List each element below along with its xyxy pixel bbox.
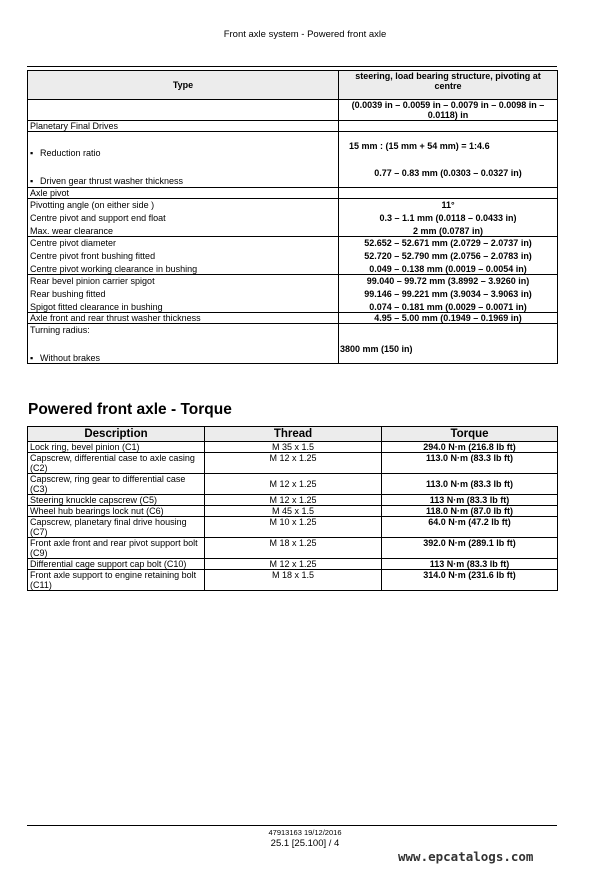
table-row — [28, 517, 558, 538]
row-thread: M 18 x 1.5 — [205, 570, 382, 591]
spec-value — [339, 132, 558, 188]
spec-group-title — [28, 188, 558, 199]
spec-row — [28, 324, 558, 364]
col-torque: Torque — [382, 427, 558, 442]
list-item: ▪ Reduction ratio — [30, 148, 101, 158]
row-torque: 64.0 N·m (47.2 lb ft) — [382, 517, 558, 538]
table-row — [28, 538, 558, 559]
spec-label: Centre pivot diameter Centre pivot front bushing fitted Centre pivot working clearance in bushing — [28, 237, 339, 275]
row-thread: M 12 x 1.25 — [205, 474, 382, 495]
spec-table — [27, 70, 558, 364]
reduction-value: 15 mm : (15 mm + 54 mm) = 1:4.6 — [349, 141, 490, 151]
row-torque: 113.0 N·m (83.3 lb ft) — [382, 474, 558, 495]
row-torque: 294.0 N·m (216.8 lb ft) — [382, 442, 558, 453]
row-torque: 392.0 N·m (289.1 lb ft) — [382, 538, 558, 559]
header-rule — [27, 66, 557, 67]
list-item: ▪ Driven gear thrust washer thickness — [30, 176, 184, 186]
table-row — [28, 570, 558, 591]
table-row — [28, 506, 558, 517]
table-row — [28, 559, 558, 570]
spec-label: Rear bevel pinion carrier spigot Rear bushing fitted Spigot fitted clearance in bushing — [28, 275, 339, 313]
row-description: Capscrew, differential case to axle casing (C2) — [28, 453, 205, 474]
brakes-value: 3800 mm (150 in) — [340, 344, 413, 354]
spec-value — [339, 188, 558, 199]
torque-table — [27, 426, 558, 591]
document-code: 47913163 19/12/2016 — [268, 828, 342, 837]
col-thread: Thread — [205, 427, 382, 442]
spec-label — [28, 100, 339, 121]
row-torque: 113.0 N·m (83.3 lb ft) — [382, 453, 558, 474]
spec-value: 52.652 – 52.671 mm (2.0729 – 2.0737 in) 52.720 – 52.790 mm (2.0756 – 2.0783 in) 0.049 – 0.138 mm (0.0019 – 0.0054 in) — [339, 237, 558, 275]
table-row — [28, 442, 558, 453]
spec-row — [28, 132, 558, 188]
row-thread: M 12 x 1.25 — [205, 495, 382, 506]
row-thread: M 35 x 1.5 — [205, 442, 382, 453]
row-description: Differential cage support cap bolt (C10) — [28, 559, 205, 570]
row-description: Steering knuckle capscrew (C5) — [28, 495, 205, 506]
spec-row — [28, 199, 558, 237]
spec-row — [28, 237, 558, 275]
spec-label: Planetary Final Drives — [28, 121, 339, 132]
row-torque: 113 N·m (83.3 lb ft) — [382, 495, 558, 506]
table-row — [28, 474, 558, 495]
spec-col-type: Type — [28, 71, 339, 100]
spec-value — [339, 324, 558, 364]
spec-col-value: steering, load bearing structure, pivoting at centre — [339, 71, 558, 100]
spec-label: Axle front and rear thrust washer thickness — [28, 313, 339, 324]
spec-label — [28, 132, 339, 188]
row-description: Wheel hub bearings lock nut (C6) — [28, 506, 205, 517]
spec-row — [28, 313, 558, 324]
row-thread: M 18 x 1.25 — [205, 538, 382, 559]
spec-label: Pivotting angle (on either side ) Centre pivot and support end float Max. wear clearance — [28, 199, 339, 237]
footer-rule — [27, 825, 557, 826]
row-torque: 314.0 N·m (231.6 lb ft) — [382, 570, 558, 591]
spec-header-row — [28, 71, 558, 100]
row-torque: 118.0 N·m (87.0 lb ft) — [382, 506, 558, 517]
row-description: Lock ring, bevel pinion (C1) — [28, 442, 205, 453]
page-header: Front axle system - Powered front axle — [223, 29, 387, 40]
spec-row — [28, 275, 558, 313]
row-description: Capscrew, ring gear to differential case (C3) — [28, 474, 205, 495]
spec-label: Axle pivot — [28, 188, 339, 199]
row-torque: 113 N·m (83.3 lb ft) — [382, 559, 558, 570]
row-thread: M 12 x 1.25 — [205, 453, 382, 474]
spec-value: 99.040 – 99.72 mm (3.8992 – 3.9260 in) 99.146 – 99.221 mm (3.9034 – 3.9063 in) 0.074 – 0.181 mm (0.0029 – 0.0071 in) — [339, 275, 558, 313]
table-row — [28, 495, 558, 506]
spec-value: 11° 0.3 – 1.1 mm (0.0118 – 0.0433 in) 2 mm (0.0787 in) — [339, 199, 558, 237]
col-description: Description — [28, 427, 205, 442]
row-description: Capscrew, planetary final drive housing (C7) — [28, 517, 205, 538]
spec-value: 4.95 – 5.00 mm (0.1949 – 0.1969 in) — [339, 313, 558, 324]
section-title: Powered front axle - Torque — [28, 401, 232, 418]
spec-value: (0.0039 in – 0.0059 in – 0.0079 in – 0.0098 in – 0.0118) in — [339, 100, 558, 121]
spec-value — [339, 121, 558, 132]
spec-row — [28, 100, 558, 121]
spec-label — [28, 324, 339, 364]
row-description: Front axle front and rear pivot support bolt (C9) — [28, 538, 205, 559]
spec-group-title — [28, 121, 558, 132]
row-description: Front axle support to engine retaining bolt (C11) — [28, 570, 205, 591]
table-row — [28, 453, 558, 474]
page-number: 25.1 [25.100] / 4 — [270, 838, 340, 849]
watermark: www.epcatalogs.com — [398, 849, 534, 864]
row-thread: M 45 x 1.5 — [205, 506, 382, 517]
torque-header-row — [28, 427, 558, 442]
row-thread: M 12 x 1.25 — [205, 559, 382, 570]
washer-value: 0.77 – 0.83 mm (0.0303 – 0.0327 in) — [374, 168, 522, 178]
list-item: ▪ Without brakes — [30, 353, 101, 363]
turning-title: Turning radius: — [30, 325, 90, 335]
row-thread: M 10 x 1.25 — [205, 517, 382, 538]
